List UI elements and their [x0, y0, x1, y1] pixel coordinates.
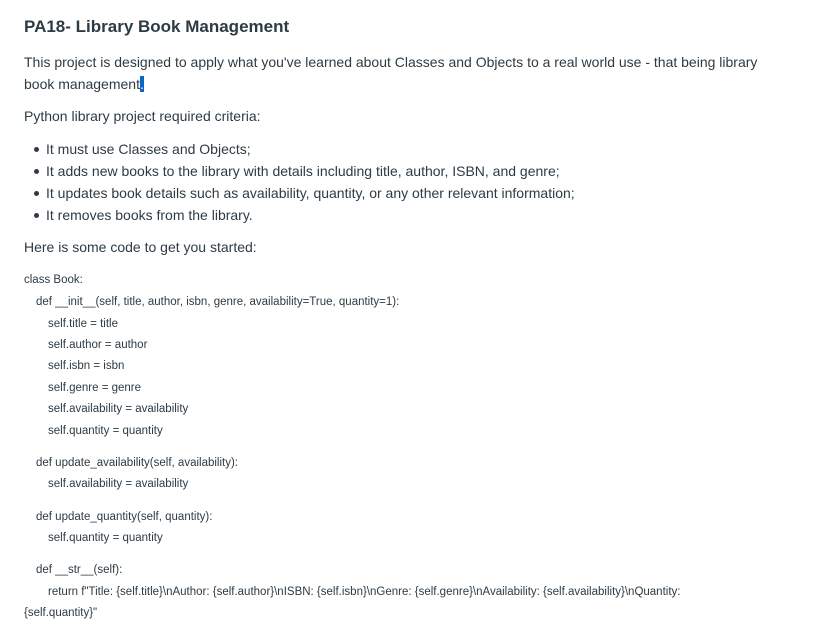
starter-heading: Here is some code to get you started:: [24, 239, 257, 255]
code-line: self.availability = availability: [48, 478, 189, 490]
list-item: It removes books from the library.: [24, 204, 575, 226]
code-line: self.title = title: [48, 318, 118, 330]
code-line: self.isbn = isbn: [48, 360, 125, 372]
intro-text: This project is designed to apply what you've learned about Classes and Objects to a real world use - that being library book management: [24, 54, 758, 92]
page-title: PA18- Library Book Management: [24, 17, 290, 36]
code-line: self.author = author: [48, 339, 148, 351]
code-line: self.quantity = quantity: [48, 425, 163, 437]
criteria-list: [24, 138, 575, 226]
code-line: def update_availability(self, availability):: [36, 457, 238, 469]
text-selection[interactable]: .: [139, 76, 144, 92]
code-line: {self.quantity}": [24, 607, 98, 619]
code-line: self.quantity = quantity: [48, 532, 163, 544]
code-line: def __str__(self):: [36, 564, 123, 576]
list-item: It updates book details such as availability, quantity, or any other relevant information;: [24, 182, 575, 204]
list-item: It adds new books to the library with details including title, author, ISBN, and genre;: [24, 160, 575, 182]
code-line: return f"Title: {self.title}\nAuthor: {self.author}\nISBN: {self.isbn}\nGenre: {self.genre}\nAvailability: {self.availability}\nQuantity:: [48, 586, 681, 598]
code-line: self.availability = availability: [48, 403, 189, 415]
code-line: class Book:: [24, 274, 83, 286]
intro-paragraph: [24, 51, 784, 95]
code-line: self.genre = genre: [48, 382, 142, 394]
criteria-heading: Python library project required criteria:: [24, 108, 261, 124]
code-line: def update_quantity(self, quantity):: [36, 511, 213, 523]
list-item: It must use Classes and Objects;: [24, 138, 575, 160]
code-line: def __init__(self, title, author, isbn, genre, availability=True, quantity=1):: [36, 296, 400, 308]
